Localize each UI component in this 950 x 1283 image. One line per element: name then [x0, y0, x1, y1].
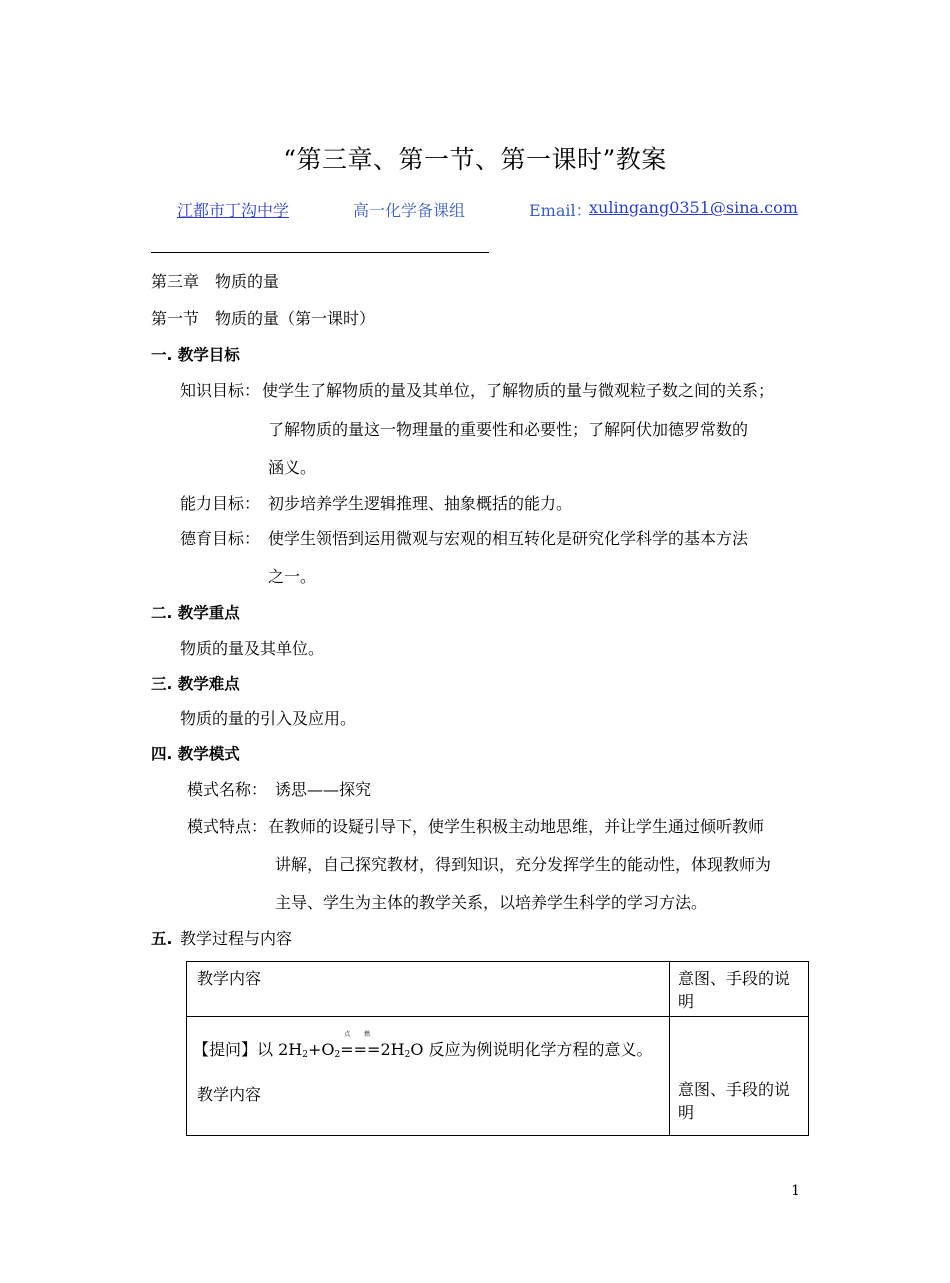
email-label: Email：	[529, 201, 592, 220]
mode-heading: 四. 教学模式	[151, 745, 240, 763]
knowledge-line-3: 涵义。	[268, 458, 317, 477]
question-label: 【提问】以	[193, 1040, 279, 1059]
key-point-heading: 二. 教学重点	[151, 604, 240, 622]
knowledge-label: 知识目标：	[180, 381, 261, 400]
question-text: 反应为例说明化学方程的意义。	[423, 1040, 653, 1059]
moral-line-2: 之一。	[268, 567, 317, 586]
question-line	[193, 1031, 663, 1060]
intent-cell	[670, 1017, 809, 1136]
header-cell-intent	[670, 962, 809, 1017]
mode-feature-line-3: 主导、学生为主体的教学关系，以培养学生科学的学习方法。	[275, 893, 708, 912]
mode-feature-line-1: 在教师的设疑引导下，使学生积极主动地思维，并让学生通过倾听教师	[268, 817, 765, 836]
process-table	[186, 961, 809, 1136]
content-repeat: 教学内容	[197, 1085, 262, 1104]
email-link[interactable]: xulingang0351@sina.com	[589, 198, 798, 217]
col-content-label: 教学内容	[197, 969, 262, 988]
knowledge-line-2: 了解物质的量这一物理量的重要性和必要性；了解阿伏加德罗常数的	[268, 420, 749, 439]
intent-repeat: 意图、手段的说明	[678, 1080, 791, 1122]
key-point-text: 物质的量及其单位。	[180, 639, 325, 658]
header-cell-content	[187, 962, 670, 1017]
mode-name-label: 模式名称：	[187, 780, 268, 799]
difficulty-text: 物质的量的引入及应用。	[180, 709, 357, 728]
header-divider	[151, 252, 489, 253]
difficulty-heading: 三. 教学难点	[151, 675, 240, 693]
knowledge-line-1: 使学生了解物质的量及其单位，了解物质的量与微观粒子数之间的关系；	[262, 381, 775, 400]
chapter-line: 第三章 物质的量	[151, 272, 280, 291]
document-title: “第三章、第一节、第一课时”教案	[283, 145, 667, 174]
process-heading-number: 五.	[151, 930, 173, 948]
page-number: 1	[791, 1183, 800, 1199]
reaction-condition: 点 燃	[344, 1031, 377, 1038]
ability-label: 能力目标：	[180, 494, 261, 513]
mode-feature-line-2: 讲解，自己探究教材，得到知识，充分发挥学生的能动性，体现教师为	[275, 855, 772, 874]
group-name: 高一化学备课组	[353, 201, 466, 220]
content-cell	[187, 1017, 670, 1136]
process-heading-text: 教学过程与内容	[180, 929, 293, 948]
school-link[interactable]: 江都市丁沟中学	[177, 201, 290, 220]
equation: $2H_2+O_2$ 点 燃 $===2H_2O$	[278, 1031, 424, 1060]
moral-label: 德育目标：	[180, 529, 261, 548]
mode-name: 诱思——探究	[275, 780, 372, 799]
mode-feature-label: 模式特点：	[187, 817, 268, 836]
ability-text: 初步培养学生逻辑推理、抽象概括的能力。	[268, 494, 573, 513]
moral-line-1: 使学生领悟到运用微观与宏观的相互转化是研究化学科学的基本方法	[268, 529, 749, 548]
col-intent-label: 意图、手段的说明	[678, 969, 791, 1011]
reaction-arrow: 点 燃 ===	[340, 1031, 381, 1059]
section-line: 第一节 物质的量（第一课时）	[151, 309, 376, 328]
goals-heading: 一. 教学目标	[151, 346, 240, 364]
